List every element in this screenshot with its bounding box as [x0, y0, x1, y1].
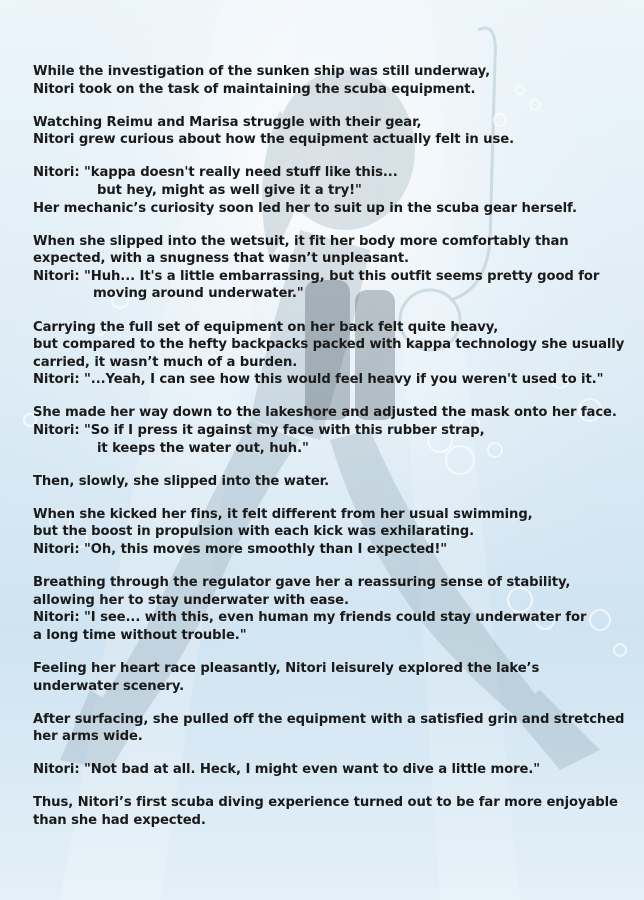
text-line: Breathing through the regulator gave her a reassuring sense of stability,: [33, 575, 571, 591]
text-line: She made her way down to the lakeshore and adjusted the mask onto her face.: [33, 405, 617, 421]
text-line: Nitori grew curious about how the equipment actually felt in use.: [33, 132, 514, 148]
paragraph-4: [33, 233, 623, 303]
text-line: Feeling her heart race pleasantly, Nitori leisurely explored the lake’s: [33, 660, 540, 676]
text-line: Carrying the full set of equipment on her back felt quite heavy,: [33, 319, 499, 335]
paragraph-12: [33, 761, 623, 779]
text-line: her arms wide.: [33, 729, 143, 745]
paragraph-10: [33, 660, 623, 695]
text-line: While the investigation of the sunken ship was still underway,: [33, 64, 490, 79]
text-line: After surfacing, she pulled off the equipment with a satisfied grin and stretched: [33, 711, 625, 727]
dialogue-line: Nitori: "Not bad at all. Heck, I might even want to dive a little more.": [33, 762, 541, 778]
paragraph-11: [33, 711, 623, 746]
text-line: Thus, Nitori’s first scuba diving experience turned out to be far more enjoyable: [33, 795, 618, 811]
text-line: When she slipped into the wetsuit, it fit her body more comfortably than: [33, 233, 569, 249]
text-line: than she had expected.: [33, 813, 206, 828]
text-line: but the boost in propulsion with each kick was exhilarating.: [33, 524, 474, 540]
paragraph-9: [33, 574, 623, 644]
dialogue-line: Nitori: "I see... with this, even human my friends could stay underwater for: [33, 610, 587, 626]
dialogue-line: Nitori: "Oh, this moves more smoothly than I expected!": [33, 541, 448, 557]
text-line: carried, it wasn’t much of a burden.: [33, 354, 298, 370]
dialogue-line: Nitori: "kappa doesn't really need stuff like this...: [33, 165, 398, 181]
dialogue-line: Nitori: "...Yeah, I can see how this would feel heavy if you weren't used to it.": [33, 372, 604, 388]
text-line: but compared to the hefty backpacks packed with kappa technology she usually: [33, 337, 625, 353]
paragraph-13: [33, 794, 623, 829]
paragraph-8: [33, 506, 623, 559]
text-line: allowing her to stay underwater with ease.: [33, 592, 349, 608]
text-line: expected, with a snugness that wasn’t unpleasant.: [33, 251, 409, 267]
dialogue-continuation: moving around underwater.": [93, 286, 304, 302]
dialogue-continuation: but hey, might as well give it a try!": [97, 182, 362, 198]
story-text: [33, 63, 623, 845]
paragraph-7: [33, 473, 623, 491]
paragraph-5: [33, 319, 623, 389]
text-line: Watching Reimu and Marisa struggle with their gear,: [33, 114, 422, 130]
text-line: When she kicked her fins, it felt different from her usual swimming,: [33, 506, 533, 522]
dialogue-continuation: it keeps the water out, huh.": [97, 440, 309, 456]
dialogue-line: Nitori: "So if I press it against my face with this rubber strap,: [33, 423, 485, 438]
dialogue-line: Nitori: "Huh... It's a little embarrassing, but this outfit seems pretty good for: [33, 268, 600, 284]
paragraph-6: [33, 404, 623, 457]
text-line: Then, slowly, she slipped into the water.: [33, 473, 330, 489]
text-line: underwater scenery.: [33, 678, 185, 694]
paragraph-3: [33, 164, 623, 217]
text-line: Nitori took on the task of maintaining the scuba equipment.: [33, 81, 476, 97]
text-line: Her mechanic’s curiosity soon led her to suit up in the scuba gear herself.: [33, 200, 577, 216]
paragraph-1: [33, 63, 623, 98]
paragraph-2: [33, 114, 623, 149]
dialogue-continuation: a long time without trouble.": [33, 627, 247, 643]
